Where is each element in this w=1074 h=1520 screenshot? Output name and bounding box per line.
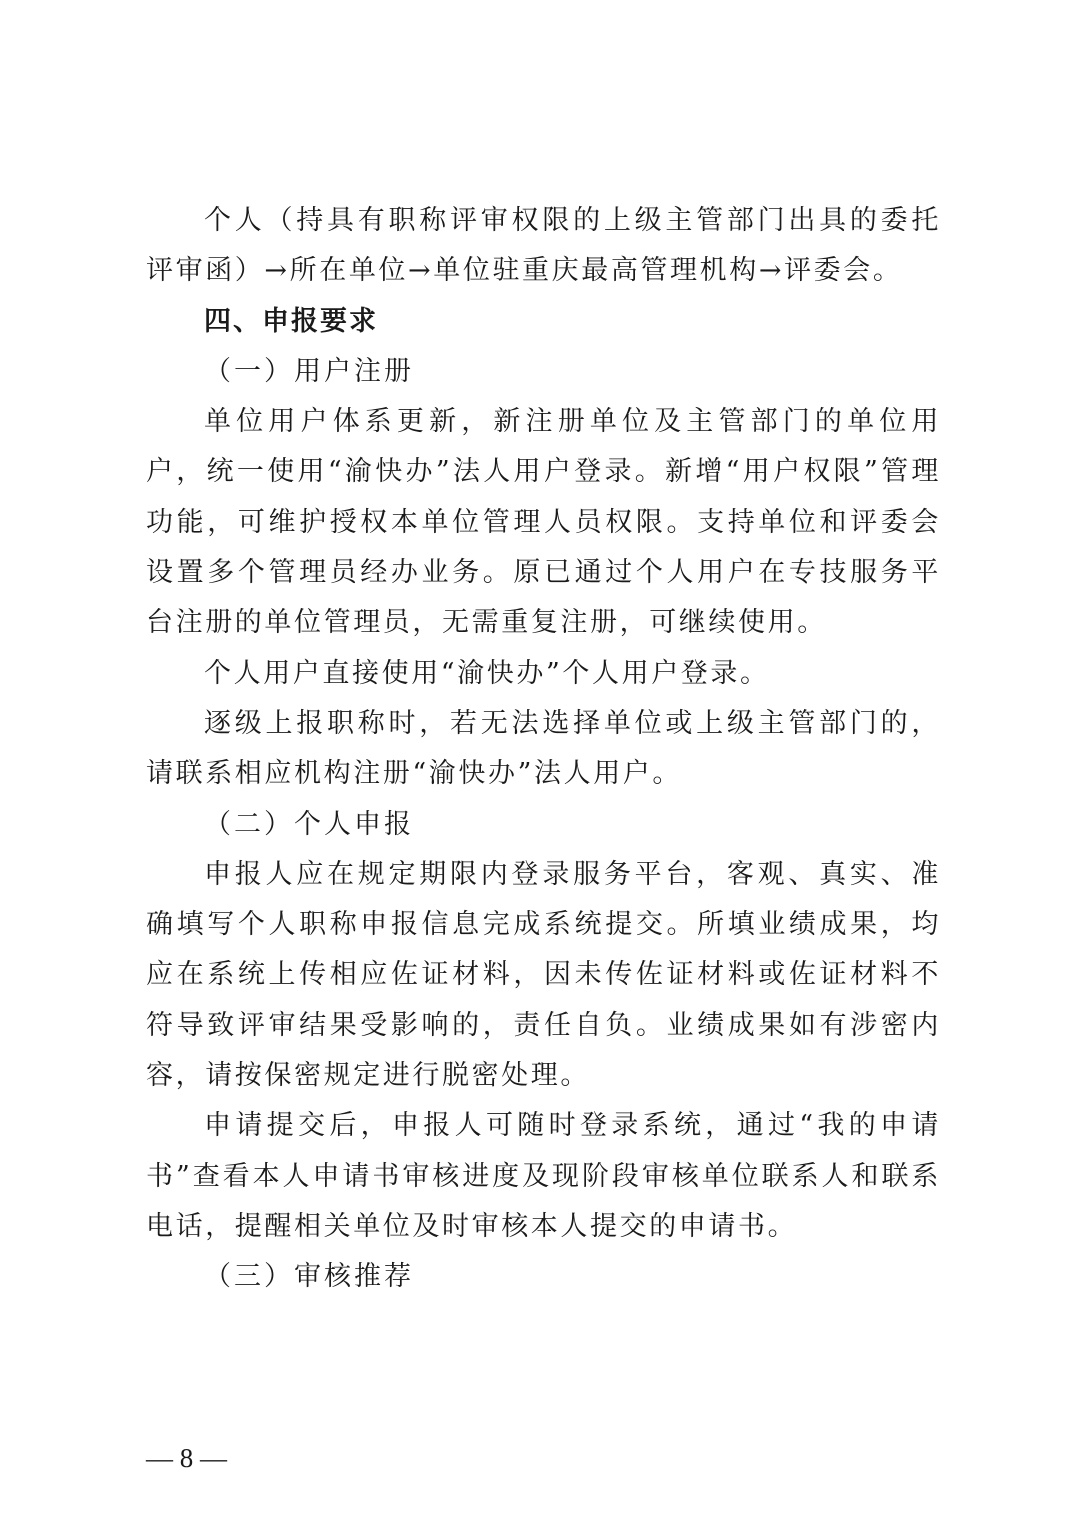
paragraph-unit-user-registration: 单位用户体系更新，新注册单位及主管部门的单位用户，统一使用“渝快办”法人用户登录。新增“用户权限”管理功能，可维护授权本单位管理人员权限。支持单位和评委会设置多个管理员经办业务。原已通过个人用户在专技服务平台注册的单位管理员，无需重复注册，可继续使用。 <box>146 406 941 639</box>
paragraph-after-submission: 申请提交后，申报人可随时登录系统，通过“我的申请书”查看本人申请书审核进度及现阶段审核单位联系人和联系电话，提醒相关单位及时审核本人提交的申请书。 <box>146 1110 941 1242</box>
page-number: — 8 — <box>146 1443 227 1473</box>
subsection-heading-user-registration: （一）用户注册 <box>204 355 414 387</box>
paragraph-review-flow: 个人（持具有职称评审权限的上级主管部门出具的委托评审函）→所在单位→单位驻重庆最高管理机构→评委会。 <box>146 205 941 287</box>
document-body <box>146 196 941 1303</box>
subsection-heading-personal-application: （二）个人申报 <box>204 808 414 840</box>
section-heading-requirements: 四、申报要求 <box>204 305 378 337</box>
subsection-heading-review-recommendation: （三）审核推荐 <box>204 1261 414 1293</box>
paragraph-report-level-contact: 逐级上报职称时，若无法选择单位或上级主管部门的，请联系相应机构注册“渝快办”法人用户。 <box>146 707 941 790</box>
paragraph-application-requirements: 申报人应在规定期限内登录服务平台，客观、真实、准确填写个人职称申报信息完成系统提交。所填业绩成果，均应在系统上传相应佐证材料，因未传佐证材料或佐证材料不符导致评审结果受影响的，责任自负。业绩成果如有涉密内容，请按保密规定进行脱密处理。 <box>146 858 941 1092</box>
paragraph-personal-user-login: 个人用户直接使用“渝快办”个人用户登录。 <box>204 657 770 689</box>
